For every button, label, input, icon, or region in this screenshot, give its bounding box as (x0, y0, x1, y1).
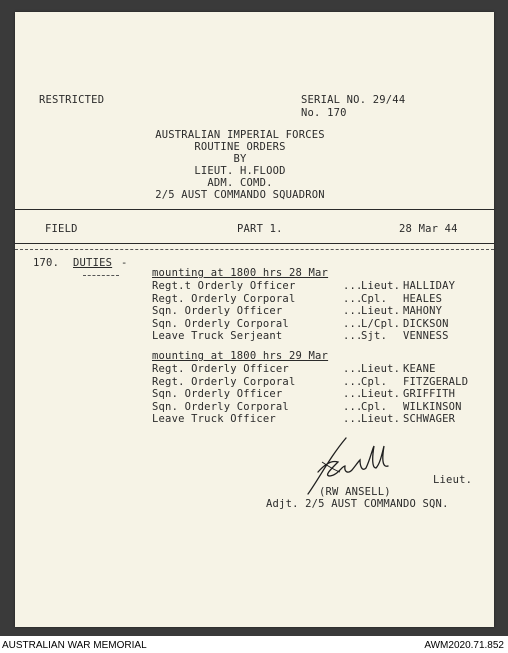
title-line-6: 2/5 AUST COMMANDO SQUADRON (155, 189, 325, 201)
duty-rank: Cpl. (361, 292, 388, 305)
duty-separator: ... (343, 413, 363, 426)
duty-rank: Cpl. (361, 400, 388, 413)
duty-rank: Lieut. (361, 363, 401, 375)
title-line-1: AUSTRALIAN IMPERIAL FORCES (155, 129, 325, 141)
duty-assignee: KEANE (403, 363, 436, 375)
duty-name: Regt. Orderly Officer (152, 363, 289, 375)
order-number: No. 170 (301, 107, 347, 119)
duty-separator: ... (343, 292, 363, 305)
issue-date: 28 Mar 44 (399, 223, 458, 235)
duty-separator: ... (343, 375, 363, 388)
footer-accession-number: AWM2020.71.852 (424, 640, 504, 651)
duty-separator: ... (343, 388, 363, 401)
duty-assignee: GRIFFITH (403, 388, 456, 401)
duty-separator: ... (343, 305, 363, 318)
title-line-4: LIEUT. H.FLOOD (194, 165, 286, 177)
footer-bar (0, 636, 508, 653)
duty-separator: ... (343, 363, 363, 375)
duty-assignee: DICKSON (403, 317, 449, 330)
duty-rank: Lieut. (361, 305, 401, 318)
title-line-2: ROUTINE ORDERS (194, 141, 286, 153)
footer-credit: AUSTRALIAN WAR MEMORIAL (2, 640, 147, 651)
title-line-3: BY (233, 153, 247, 165)
section-1-title: mounting at 1800 hrs 28 Mar (152, 267, 329, 279)
duties-dash: - (121, 257, 128, 269)
bottom-rule (15, 243, 494, 244)
duty-assignee: HEALES (403, 292, 443, 305)
section-2-title: mounting at 1800 hrs 29 Mar (152, 350, 329, 362)
duty-name: Regt. Orderly Corporal (152, 375, 296, 388)
duty-name: Leave Truck Officer (152, 413, 276, 426)
duty-assignee: WILKINSON (403, 400, 462, 413)
signatory-name: (RW ANSELL) (319, 486, 391, 498)
order-item-number: 170. (33, 257, 60, 269)
field-label: FIELD (45, 223, 78, 235)
duty-separator: ... (343, 317, 363, 330)
duty-rank: Lieut. (361, 413, 401, 426)
duty-name: Sqn. Orderly Officer (152, 305, 283, 318)
signatory-rank: Lieut. (433, 474, 473, 486)
duty-name: Sqn. Orderly Corporal (152, 400, 289, 413)
duty-assignee: SCHWAGER (403, 413, 456, 426)
dashed-rule (15, 249, 494, 250)
duty-rank: Cpl. (361, 375, 388, 388)
duty-rank: Sjt. (361, 330, 388, 343)
duty-name: Sqn. Orderly Corporal (152, 317, 289, 330)
duty-assignee: MAHONY (403, 305, 443, 318)
duty-assignee: VENNESS (403, 330, 449, 343)
duty-name: Sqn. Orderly Officer (152, 388, 283, 401)
duties-underline (83, 275, 119, 276)
duty-rank: Lieut. (361, 388, 401, 401)
duty-name: Regt.t Orderly Officer (152, 280, 296, 292)
duty-assignee: FITZGERALD (403, 375, 469, 388)
duties-heading: DUTIES (73, 257, 113, 269)
duty-assignee: HALLIDAY (403, 280, 456, 292)
duty-separator: ... (343, 280, 363, 292)
restricted-label: RESTRICTED (39, 94, 105, 106)
serial-number: SERIAL NO. 29/44 (301, 94, 406, 106)
title-line-5: ADM. COMD. (207, 177, 273, 189)
duty-rank: L/Cpl. (361, 317, 401, 330)
document-page (15, 12, 494, 627)
duty-separator: ... (343, 330, 363, 343)
duty-name: Regt. Orderly Corporal (152, 292, 296, 305)
duty-separator: ... (343, 400, 363, 413)
duty-rank: Lieut. (361, 280, 401, 292)
signatory-title: Adjt. 2/5 AUST COMMANDO SQN. (266, 498, 449, 510)
duty-name: Leave Truck Serjeant (152, 330, 283, 343)
part-label: PART 1. (237, 223, 283, 235)
top-rule (15, 209, 494, 210)
